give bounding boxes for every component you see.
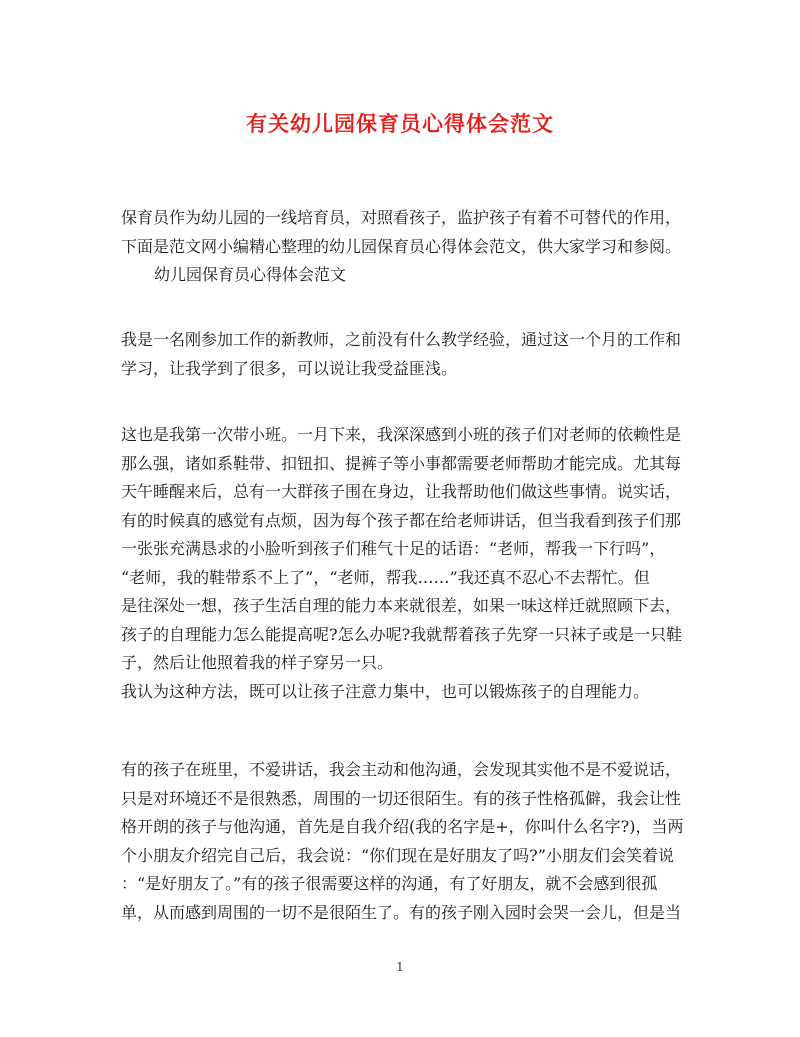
paragraph-line: 孩子的自理能力怎么能提高呢?怎么办呢?我就帮着孩子先穿一只袜子或是一只鞋 xyxy=(121,624,683,644)
paragraph-line: 我认为这种方法，既可以让孩子注意力集中，也可以锻炼孩子的自理能力。 xyxy=(121,681,650,701)
paragraph-line: “老师，我的鞋带系不上了”，“老师，帮我……”我还真不忍心不去帮忙。但 xyxy=(121,567,650,587)
document-subtitle: 幼儿园保育员心得体会范文 xyxy=(154,265,347,284)
paragraph-line: 我是一名刚参加工作的新教师，之前没有什么教学经验，通过这一个月的工作和 xyxy=(121,330,682,349)
paragraph-line: 单，从而感到周围的一切不是很陌生了。有的孩子刚入园时会哭一会儿，但是当 xyxy=(121,902,682,922)
paragraph-line: 这也是我第一次带小班。一月下来，我深深感到小班的孩子们对老师的依赖性是 xyxy=(121,425,682,444)
paragraph-line: 有的孩子在班里，不爱讲话，我会主动和他沟通，会发现其实他不是不爱说话， xyxy=(121,760,682,779)
paragraph-line: 个小朋友介绍完自己后，我会说：“你们现在是好朋友了吗?”小朋友们会笑着说 xyxy=(121,845,674,865)
paragraph-line: 学习，让我学到了很多，可以说让我受益匪浅。 xyxy=(121,358,458,378)
paragraph-line: 只是对环境还不是很熟悉，周围的一切还很陌生。有的孩子性格孤僻，我会让性 xyxy=(121,788,682,808)
document-title: 有关幼儿园保育员心得体会范文 xyxy=(246,111,554,136)
paragraph-3 xyxy=(121,756,684,927)
paragraph-line: 子，然后让他照着我的样子穿另一只。 xyxy=(121,653,394,672)
paragraph-line: 那么强，诸如系鞋带、扣钮扣、提裤子等小事都需要老师帮助才能完成。尤其每 xyxy=(121,453,682,473)
paragraph-line: 一张张充满恳求的小脸听到孩子们稚气十足的话语：“老师，帮我一下行吗”， xyxy=(121,539,666,558)
paragraph-1 xyxy=(121,326,681,383)
intro-line: 下面是范文网小编精心整理的幼儿园保育员心得体会范文，供大家学习和参阅。 xyxy=(121,236,682,256)
paragraph-line: ：“是好朋友了。”有的孩子很需要这样的沟通，有了好朋友，就不会感到很孤 xyxy=(121,874,658,893)
paragraph-2 xyxy=(121,421,681,706)
paragraph-line: 天午睡醒来后，总有一大群孩子围在身边，让我帮助他们做这些事情。说实话， xyxy=(121,482,682,501)
paragraph-line: 有的时候真的感觉有点烦，因为每个孩子都在给老师讲话，但当我看到孩子们那 xyxy=(121,510,682,530)
paragraph-line: 格开朗的孩子与他沟通，首先是自我介绍(我的名字是+，你叫什么名字?)，当两 xyxy=(121,817,684,836)
page-number: 1 xyxy=(396,960,404,974)
intro-line: 保育员作为幼儿园的一线培育员，对照看孩子，监护孩子有着不可替代的作用， xyxy=(121,208,682,227)
paragraph-line: 是往深处一想，孩子生活自理的能力本来就很差，如果一味这样迁就照顾下去， xyxy=(121,596,682,615)
intro-paragraph xyxy=(121,204,681,290)
